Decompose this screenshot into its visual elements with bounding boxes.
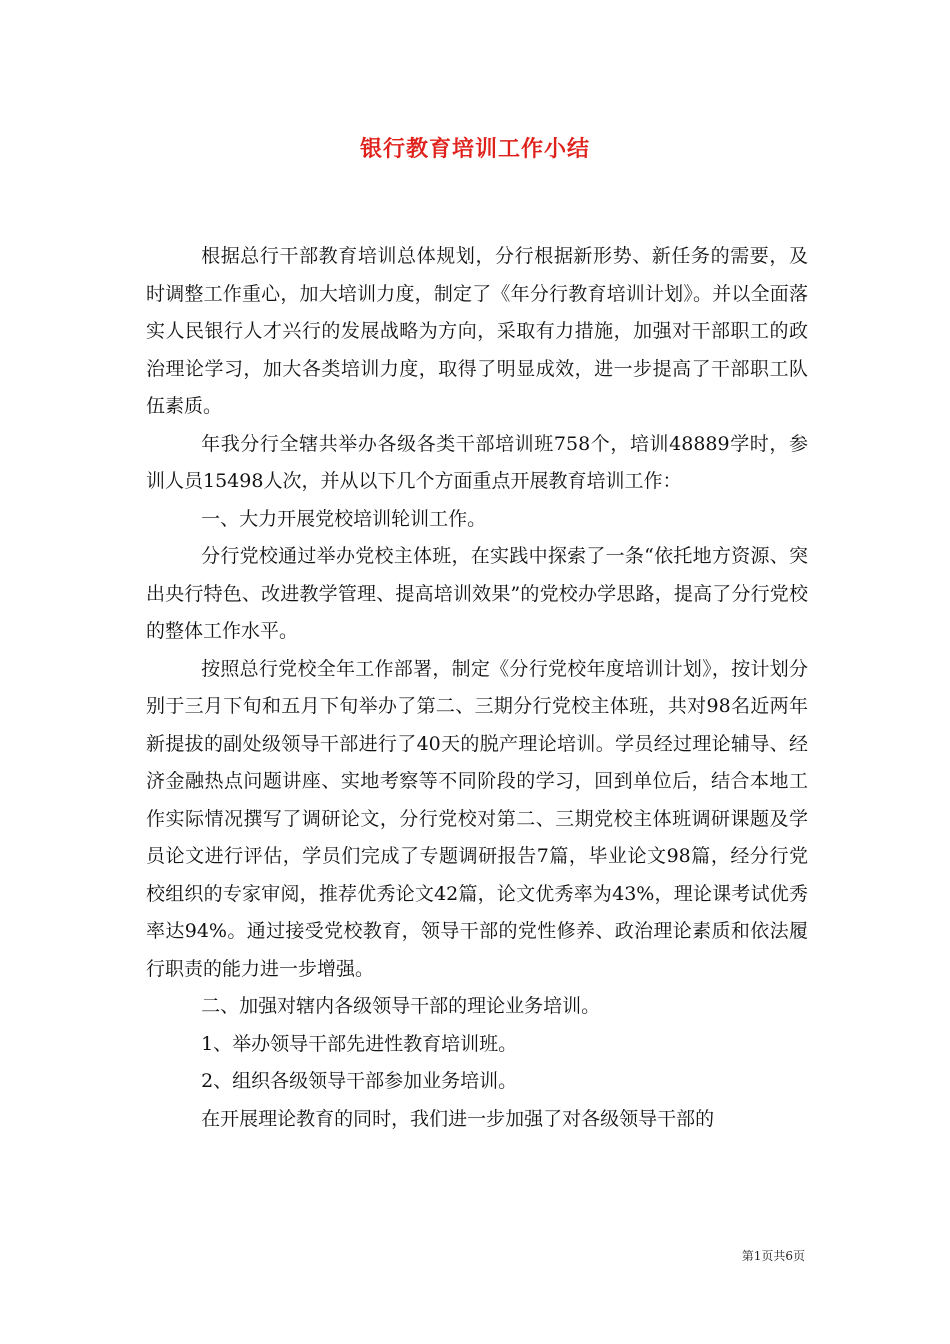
paragraph: 根据总行干部教育培训总体规划，分行根据新形势、新任务的需要，及时调整工作重心，加大培训力度，制定了《年分行教育培训计划》。并以全面落实人民银行人才兴行的发展战略为方向，采取有力措施，加强对干部职工的政治理论学习，加大各类培训力度，取得了明显成效，进一步提高了干部职工队伍素质。 — [146, 245, 808, 417]
section-heading: 二、加强对辖内各级领导干部的理论业务培训。 — [201, 995, 601, 1017]
page-indicator: 第1页共6页 — [741, 1249, 805, 1263]
section-heading: 一、大力开展党校培训轮训工作。 — [201, 507, 487, 530]
paragraph: 按照总行党校全年工作部署，制定《分行党校年度培训计划》，按计划分别于三月下旬和五月下旬举办了第二、三期分行党校主体班，共对98名近两年新提拔的副处级领导干部进行了40天的脱产理论培训。学员经过理论辅导、经济金融热点问题讲座、实地考察等不同阶段的学习，回到单位后，结合本地工作实际情况撰写了调研论文，分行党校对第二、三期党校主体班调研课题及学员论文进行评估，学员们完成了专题调研报告7篇，毕业论文98篇，经分行党校组织的专家审阅，推荐优秀论文42篇，论文优秀率为43%，理论课考试优秀率达94%。通过接受党校教育，领导干部的党性修养、政治理论素质和依法履行职责的能力进一步增强。 — [146, 657, 808, 980]
paragraph: 分行党校通过举办党校主体班，在实践中探索了一条“依托地方资源、突出央行特色、改进教学管理、提高培训效果”的党校办学思路，提高了分行党校的整体工作水平。 — [146, 545, 808, 642]
document-title: 银行教育培训工作小结 — [359, 136, 590, 162]
paragraph: 年我分行全辖共举办各级各类干部培训班758个，培训48889学时，参训人员15498人次，并从以下几个方面重点开展教育培训工作： — [146, 432, 808, 492]
subsection-heading: 1、举办领导干部先进性教育培训班。 — [201, 1032, 518, 1055]
paragraph: 在开展理论教育的同时，我们进一步加强了对各级领导干部的 — [201, 1107, 715, 1130]
subsection-heading: 2、组织各级领导干部参加业务培训。 — [201, 1070, 518, 1092]
document-body — [146, 238, 808, 1138]
